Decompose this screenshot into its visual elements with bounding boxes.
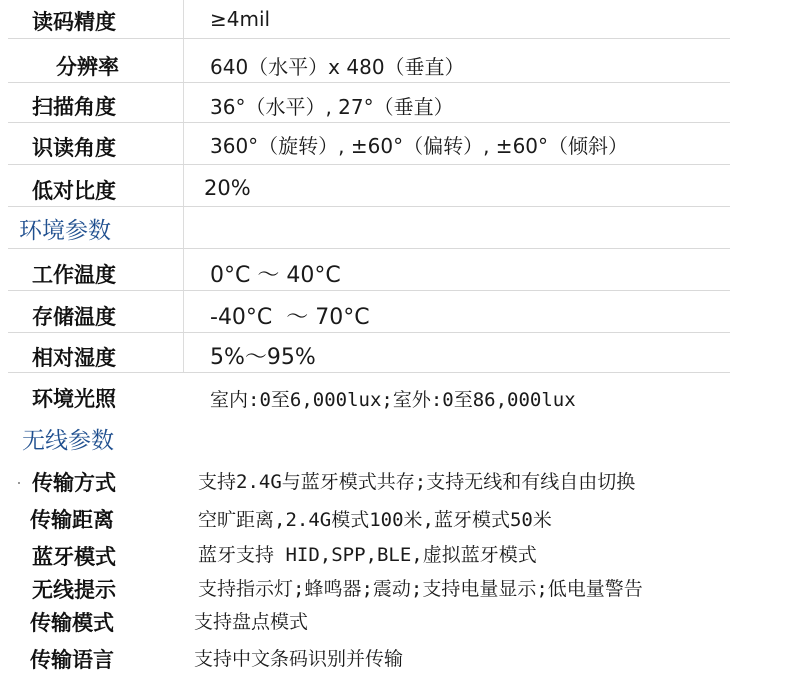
- row-divider: [8, 332, 730, 333]
- spec-value-transfer-method: 支持2.4G与蓝牙模式共存;支持无线和有线自由切换: [198, 471, 636, 493]
- spec-label-transfer-language: 传输语言: [30, 648, 114, 672]
- spec-value-read-precision: ≥4mil: [210, 7, 271, 31]
- row-divider: [8, 206, 730, 207]
- row-divider: [8, 372, 730, 373]
- spec-value-operating-temp: 0°C ～ 40°C: [210, 263, 341, 288]
- spec-value-bluetooth-mode: 蓝牙支持 HID,SPP,BLE,虚拟蓝牙模式: [198, 544, 537, 566]
- row-divider: [8, 164, 730, 165]
- spec-label-storage-temp: 存储温度: [32, 305, 116, 329]
- spec-value-ambient-light: 室内:0至6,000lux;室外:0至86,000lux: [210, 389, 576, 411]
- spec-label-humidity: 相对湿度: [32, 346, 116, 370]
- spec-value-scan-angle: 36°（水平）, 27°（垂直）: [210, 95, 454, 119]
- spec-label-transfer-distance: 传输距离: [30, 508, 114, 532]
- spec-value-humidity: 5%～95%: [210, 345, 316, 370]
- spec-label-transfer-method: 传输方式: [32, 471, 116, 495]
- bullet-dot: [18, 482, 20, 484]
- spec-label-transfer-mode: 传输模式: [30, 611, 114, 635]
- spec-value-transfer-language: 支持中文条码识别并传输: [194, 648, 404, 670]
- section-title-wireless: 无线参数: [22, 428, 114, 454]
- spec-label-wireless-prompt: 无线提示: [32, 578, 116, 602]
- spec-value-transfer-mode: 支持盘点模式: [194, 611, 309, 633]
- spec-value-storage-temp: -40°C ～ 70°C: [210, 305, 370, 330]
- spec-label-operating-temp: 工作温度: [32, 263, 116, 287]
- spec-value-read-angle: 360°（旋转）, ±60°（偏转）, ±60°（倾斜）: [210, 134, 629, 158]
- spec-value-transfer-distance: 空旷距离,2.4G模式100米,蓝牙模式50米: [198, 509, 552, 531]
- row-divider: [8, 82, 730, 83]
- row-divider: [8, 290, 730, 291]
- spec-value-low-contrast: 20%: [204, 176, 251, 200]
- spec-label-scan-angle: 扫描角度: [32, 95, 116, 119]
- spec-label-read-precision: 读码精度: [32, 10, 116, 34]
- spec-label-bluetooth-mode: 蓝牙模式: [32, 545, 116, 569]
- spec-value-resolution: 640（水平）x 480（垂直）: [210, 55, 465, 79]
- column-divider: [183, 0, 184, 372]
- row-divider: [8, 248, 730, 249]
- spec-label-ambient-light: 环境光照: [32, 387, 116, 411]
- spec-label-resolution: 分辨率: [56, 55, 119, 79]
- spec-value-wireless-prompt: 支持指示灯;蜂鸣器;震动;支持电量显示;低电量警告: [198, 578, 643, 600]
- spec-label-low-contrast: 低对比度: [32, 179, 116, 203]
- spec-label-read-angle: 识读角度: [32, 136, 116, 160]
- section-title-environment: 环境参数: [19, 218, 111, 244]
- row-divider: [8, 122, 730, 123]
- row-divider: [8, 38, 730, 39]
